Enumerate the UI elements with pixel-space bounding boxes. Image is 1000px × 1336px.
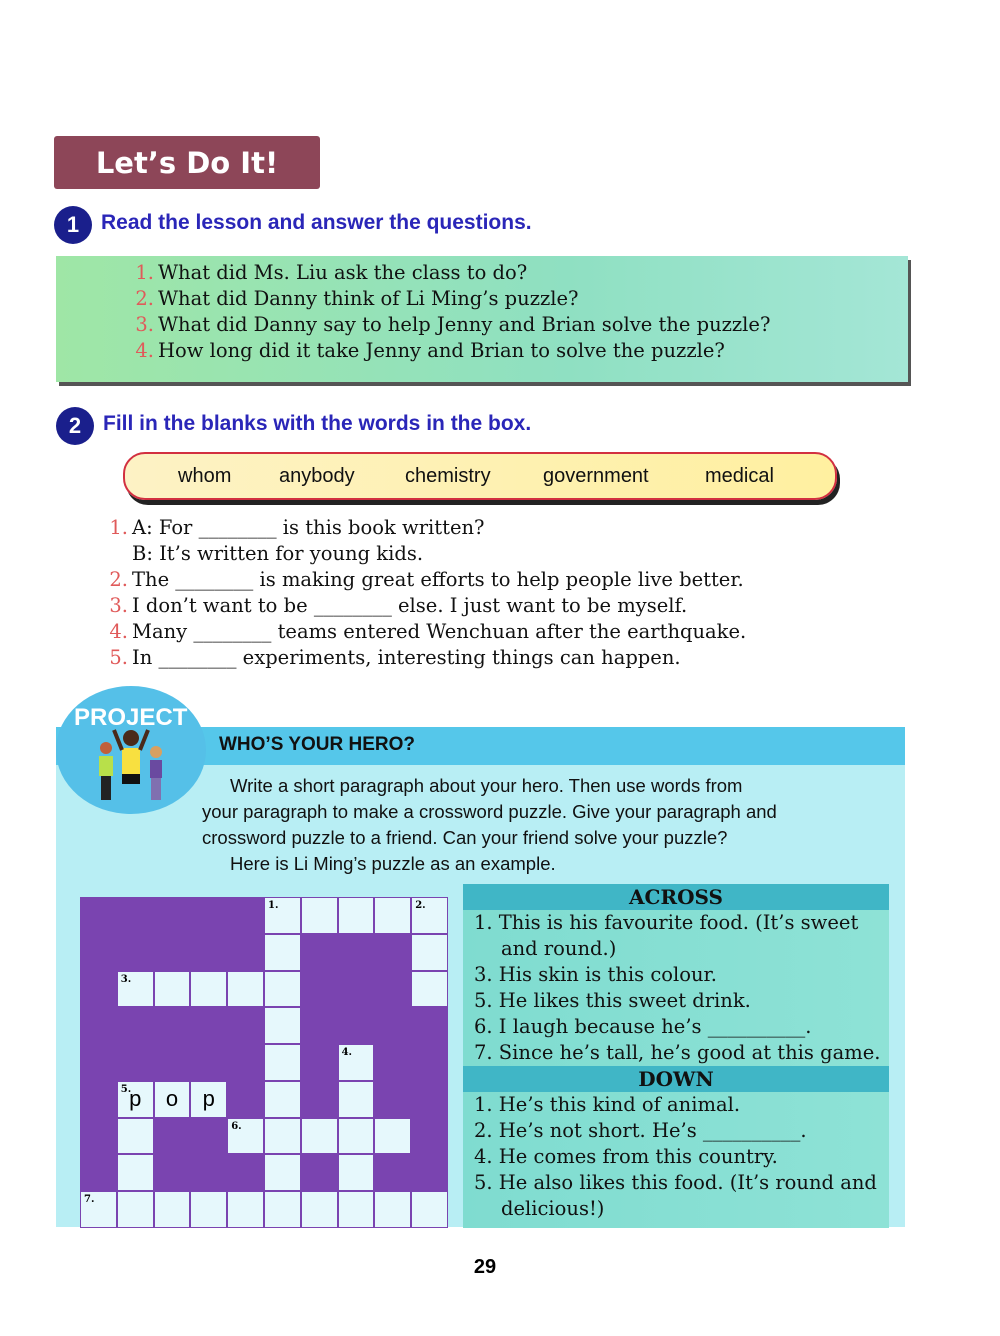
crossword-block	[190, 897, 227, 934]
crossword-cell[interactable]	[264, 1191, 301, 1228]
crossword-cell[interactable]	[411, 1191, 448, 1228]
across-clue: 3. His skin is this colour.	[474, 963, 717, 986]
down-clue: 5. He also likes this food. (It’s round and	[474, 1171, 877, 1194]
crossword-block	[154, 897, 191, 934]
crossword-block	[80, 971, 117, 1008]
crossword-cell[interactable]	[338, 1081, 375, 1118]
crossword-block	[80, 1154, 117, 1191]
clue-number: 4.	[341, 1047, 353, 1059]
crossword-block	[301, 971, 338, 1008]
crossword-cell[interactable]	[154, 1191, 191, 1228]
clue-number: 7.	[84, 1194, 95, 1206]
crossword-block	[190, 1044, 227, 1081]
clue-number: 1.	[267, 900, 279, 911]
crossword-block	[117, 934, 154, 971]
section-1-instruction: Read the lesson and answer the questions.	[101, 211, 532, 234]
crossword-block	[411, 1044, 448, 1081]
cell-letter: o	[165, 1085, 179, 1111]
word: chemistry	[405, 464, 491, 487]
crossword-cell[interactable]	[374, 897, 411, 934]
crossword-cell[interactable]	[301, 897, 338, 934]
crossword-cell[interactable]	[301, 1191, 338, 1228]
crossword-block	[227, 1081, 264, 1118]
crossword-block	[80, 897, 117, 934]
down-clue: 1. He’s this kind of animal.	[474, 1093, 741, 1116]
crossword-block	[338, 1007, 375, 1044]
crossword-block	[190, 1154, 227, 1191]
crossword-cell[interactable]	[154, 971, 191, 1008]
crossword-block	[374, 1044, 411, 1081]
crossword-block	[117, 1044, 154, 1081]
crossword-cell[interactable]	[411, 971, 448, 1008]
crossword-block	[154, 1154, 191, 1191]
crossword-cell[interactable]	[227, 971, 264, 1008]
fill-item: 2. The ________ is making great efforts to help people live better.	[109, 568, 744, 591]
crossword-cell[interactable]	[264, 1154, 301, 1191]
crossword-cell[interactable]	[154, 1081, 191, 1118]
word: whom	[178, 464, 232, 487]
crossword-block	[374, 1007, 411, 1044]
crossword-cell[interactable]	[117, 1118, 154, 1155]
crossword-cell[interactable]	[80, 1191, 117, 1228]
crossword-block	[154, 1044, 191, 1081]
fill-item: 5. In ________ experiments, interesting things can happen.	[109, 646, 681, 669]
crossword-block	[301, 1081, 338, 1118]
crossword-cell[interactable]	[411, 897, 448, 934]
project-paragraph: your paragraph to make a crossword puzzle. Give your paragraph and	[202, 801, 777, 822]
clue-number: 3.	[120, 973, 132, 985]
crossword-block	[374, 934, 411, 971]
fill-item: 1. A: For ________ is this book written?	[109, 516, 485, 539]
crossword-cell[interactable]	[227, 1191, 264, 1228]
word: anybody	[279, 464, 355, 487]
crossword-cell[interactable]	[338, 1044, 375, 1081]
crossword-block	[227, 1154, 264, 1191]
section-2-instruction: Fill in the blanks with the words in the box.	[103, 412, 532, 435]
crossword-block	[411, 1081, 448, 1118]
crossword-cell[interactable]	[264, 897, 301, 934]
fill-item: 3. I don’t want to be ________ else. I just want to be myself.	[109, 594, 688, 617]
crossword-block	[80, 934, 117, 971]
project-paragraph: Here is Li Ming’s puzzle as an example.	[230, 853, 556, 874]
crossword-block	[80, 1118, 117, 1155]
down-clue: 2. He’s not short. He’s __________.	[474, 1119, 807, 1142]
crossword-block	[227, 1044, 264, 1081]
across-clue: 6. I laugh because he’s __________.	[474, 1015, 812, 1038]
crossword-cell[interactable]	[227, 1118, 264, 1155]
crossword-block	[117, 1007, 154, 1044]
crossword-block	[301, 1044, 338, 1081]
down-clue: delicious!)	[501, 1197, 605, 1220]
crossword-grid	[80, 897, 448, 1228]
down-heading: DOWN	[463, 1066, 889, 1092]
crossword-cell[interactable]	[190, 971, 227, 1008]
section-1-number: 1	[54, 206, 92, 244]
questions-box	[56, 256, 908, 382]
crossword-block	[411, 1118, 448, 1155]
crossword-cell[interactable]	[374, 1118, 411, 1155]
page-number: 29	[473, 1256, 497, 1278]
crossword-block	[374, 971, 411, 1008]
crossword-cell[interactable]	[190, 1191, 227, 1228]
crossword-block	[338, 934, 375, 971]
clue-number: 6.	[231, 1120, 242, 1132]
crossword-cell[interactable]	[301, 1118, 338, 1155]
question: 3. What did Danny say to help Jenny and Brian solve the puzzle?	[135, 313, 771, 336]
project-paragraph: Write a short paragraph about your hero. Then use words from	[230, 775, 743, 796]
across-clue: 1. This is his favourite food. (It’s sweet	[474, 911, 859, 934]
crossword-cell[interactable]	[338, 1154, 375, 1191]
cell-letter: p	[129, 1085, 142, 1111]
crossword-block	[227, 1007, 264, 1044]
crossword-block	[154, 934, 191, 971]
crossword-cell[interactable]	[264, 1081, 301, 1118]
word: medical	[705, 464, 774, 487]
down-clue: 4. He comes from this country.	[474, 1145, 778, 1168]
crossword-block	[301, 1007, 338, 1044]
crossword-cell[interactable]	[190, 1081, 227, 1118]
across-heading: ACROSS	[463, 884, 889, 910]
crossword-cell[interactable]	[338, 1118, 375, 1155]
crossword-block	[80, 1044, 117, 1081]
crossword-cell[interactable]	[264, 1118, 301, 1155]
cell-letter: p	[202, 1085, 215, 1111]
crossword-block	[227, 934, 264, 971]
word-box	[123, 452, 837, 500]
crossword-cell[interactable]	[411, 934, 448, 971]
crossword-block	[411, 1154, 448, 1191]
question: 2. What did Danny think of Li Ming’s puzzle?	[135, 287, 579, 310]
crossword-cell[interactable]	[117, 1081, 154, 1118]
crossword-cell[interactable]	[264, 1044, 301, 1081]
question: 1. What did Ms. Liu ask the class to do?	[135, 261, 528, 284]
crossword-block	[374, 1154, 411, 1191]
across-clue: and round.)	[501, 937, 617, 960]
fill-item: B: It’s written for young kids.	[132, 542, 424, 565]
crossword-cell[interactable]	[117, 971, 154, 1008]
clue-number: 2.	[415, 900, 426, 911]
crossword-block	[301, 934, 338, 971]
across-clue: 5. He likes this sweet drink.	[474, 989, 751, 1012]
crossword-cell[interactable]	[117, 1191, 154, 1228]
clue-number: 5.	[120, 1083, 132, 1095]
fill-item: 4. Many ________ teams entered Wenchuan after the earthquake.	[109, 620, 747, 643]
question: 4. How long did it take Jenny and Brian to solve the puzzle?	[135, 339, 725, 362]
crossword-block	[374, 1081, 411, 1118]
crossword-cell[interactable]	[338, 1191, 375, 1228]
crossword-cell[interactable]	[117, 1154, 154, 1191]
crossword-block	[227, 897, 264, 934]
project-label: PROJECT	[74, 704, 188, 731]
crossword-cell[interactable]	[264, 971, 301, 1008]
crossword-block	[190, 1118, 227, 1155]
crossword-block	[190, 1007, 227, 1044]
crossword-cell[interactable]	[264, 1007, 301, 1044]
project-title: WHO’S YOUR HERO?	[219, 734, 415, 755]
crossword-block	[80, 1081, 117, 1118]
crossword-cell[interactable]	[264, 934, 301, 971]
crossword-block	[301, 1154, 338, 1191]
crossword-cell[interactable]	[338, 897, 375, 934]
section-2-number: 2	[56, 407, 94, 445]
crossword-block	[80, 1007, 117, 1044]
crossword-block	[190, 934, 227, 971]
lets-do-it-banner: Let’s Do It!	[54, 136, 320, 189]
crossword-block	[154, 1007, 191, 1044]
crossword-cell[interactable]	[374, 1191, 411, 1228]
crossword-block	[117, 897, 154, 934]
project-paragraph: crossword puzzle to a friend. Can your friend solve your puzzle?	[202, 827, 728, 848]
crossword-block	[154, 1118, 191, 1155]
crossword-block	[338, 971, 375, 1008]
crossword-block	[411, 1007, 448, 1044]
across-clue: 7. Since he’s tall, he’s good at this game.	[474, 1041, 881, 1064]
word: government	[543, 464, 649, 487]
